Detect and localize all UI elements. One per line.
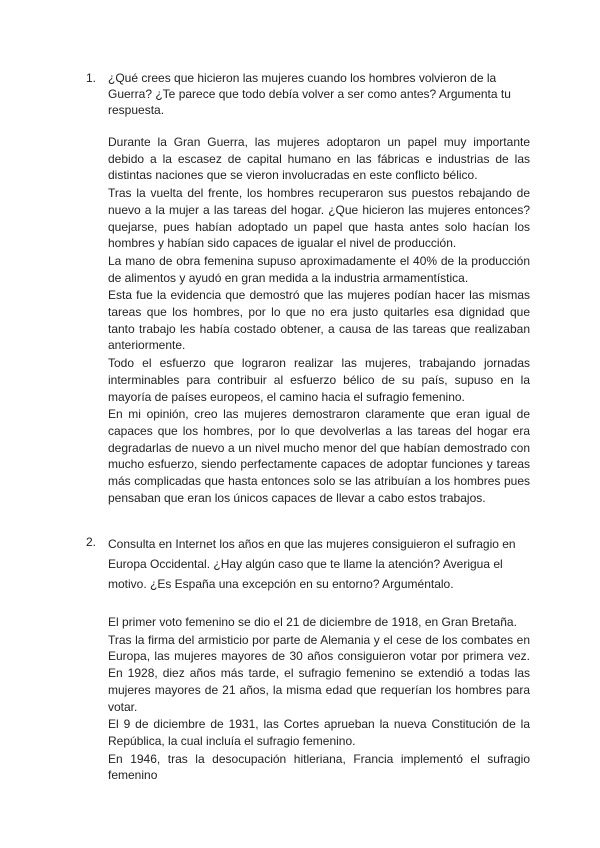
answer-paragraph: La mano de obra femenina supuso aproximadamente el 40% de la producción de alimentos y ayudó en gran medida a la industria armamentística. (108, 253, 530, 285)
answer (108, 134, 530, 506)
answer-paragraph: El 9 de diciembre de 1931, las Cortes aprueban la nueva Constitución de la República, la cual incluía el sufragio femenino. (108, 717, 530, 748)
answer (108, 614, 530, 784)
question-text: Consulta en Internet los años en que las mujeres consiguieron el sufragio en Europa Occidental. ¿Hay algún caso que te llame la atención? Averigua el motivo. ¿Es España una excepción en su entorno? Arguméntalo. (108, 537, 516, 591)
question-1 (86, 70, 530, 506)
answer-paragraph: Esta fue la evidencia que demostró que las mujeres podían hacer las mismas tareas que los hombres, por lo que no era justo quitarles esa dignidad que tanto trabajo les había costado obtener, a causa de las tareas que realizaban anteriormente. (108, 288, 530, 353)
answer-paragraph: En 1946, tras la desocupación hitleriana, Francia implementó el sufragio femenino (108, 751, 530, 783)
answer-paragraph: Tras la vuelta del frente, los hombres recuperaron sus puestos rebajando de nuevo a la mujer a las tareas del hogar. ¿Que hicieron las mujeres entonces? quejarse, pues habían adoptado un papel que hasta antes solo hacían los hombres y habían sido capaces de igualar el nivel de producción. (108, 186, 530, 251)
answer-paragraph: Durante la Gran Guerra, las mujeres adoptaron un papel muy importante debido a la escasez de capital humano en las fábricas e industrias de las distintas naciones que se vieron involucradas en este conflicto bélico. (108, 135, 530, 183)
question-number: 2. (86, 535, 97, 549)
answer-paragraph: Todo el esfuerzo que lograron realizar las mujeres, trabajando jornadas interminables para contribuir al esfuerzo bélico de su país, supuso en la mayoría de países europeos, el camino hacia el sufragio femenino. (108, 356, 530, 404)
question-number: 1. (86, 71, 97, 85)
question-text: ¿Qué crees que hicieron las mujeres cuando los hombres volvieron de la Guerra? ¿Te parece que todo debía volver a ser como antes? Argumenta tu respuesta. (108, 71, 511, 117)
answer-paragraph: El primer voto femenino se dio el 21 de diciembre de 1918, en Gran Bretaña. (108, 615, 517, 629)
answer-paragraph: En mi opinión, creo las mujeres demostraron claramente que eran igual de capaces que los hombres, por lo que devolverlas a las tareas del hogar era degradarlas de nuevo a un nivel mucho menor del que habían demostrado con mucho esfuerzo, siendo perfectamente capaces de adoptar funciones y tareas más complicadas que hasta entonces solo se las atribuían a los hombres pues pensaban que eran los únicos capaces de llevar a cabo estos trabajos. (108, 407, 530, 505)
question-2 (86, 534, 530, 784)
answer-paragraph: Tras la firma del armisticio por parte de Alemania y el cese de los combates en Europa, las mujeres mayores de 30 años consiguieron votar por primera vez. En 1928, diez años más tarde, el sufragio femenino se extendió a todas las mujeres mayores de 21 años, la misma edad que requerían los hombres para votar. (108, 632, 530, 714)
